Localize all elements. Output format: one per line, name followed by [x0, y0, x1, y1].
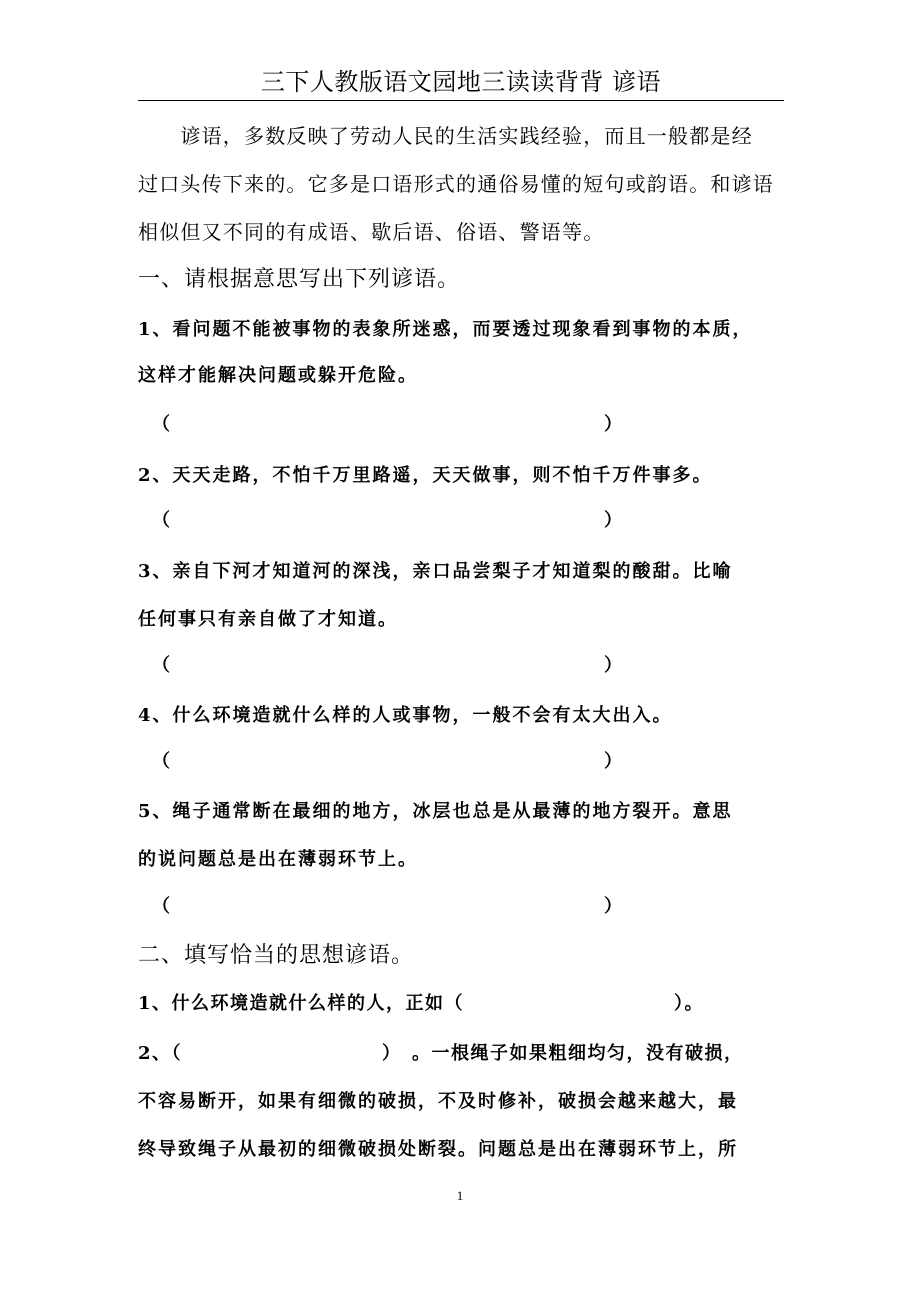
q1-prefix: 1、什么环境造就什么样的人，正如（ [138, 993, 465, 1014]
section2-heading: 二、填写恰当的思想谚语。 [138, 943, 415, 968]
left-paren: （ [152, 655, 170, 676]
right-paren: ） [604, 655, 622, 676]
left-paren: （ [152, 896, 170, 917]
question-1-line-1: 1、看问题不能被事物的表象所迷惑，而要透过现象看到事物的本质， [138, 319, 753, 340]
q2-prefix: 2、（ [138, 1043, 183, 1064]
q2-suffix: ） 。一根绳子如果粗细均匀，没有破损， [382, 1043, 744, 1064]
section2-question-1 [138, 986, 704, 1022]
question-2-line-1: 2、天天走路，不怕千万里路遥，天天做事，则不怕千万件事多。 [138, 465, 713, 486]
title-rule [138, 100, 784, 101]
question-3-line-2: 任何事只有亲自做了才知道。 [138, 609, 398, 630]
question-1-line-2: 这样才能解决问题或躲开危险。 [138, 365, 418, 386]
section2-question-2-line-2: 不容易断开，如果有细微的破损，不及时修补，破损会越来越大，最 [138, 1091, 738, 1112]
right-paren: ） [604, 510, 622, 531]
question-5-line-1: 5、绳子通常断在最细的地方，冰层也总是从最薄的地方裂开。意思 [138, 801, 733, 822]
left-paren: （ [152, 414, 170, 435]
intro-line-1: 谚语，多数反映了劳动人民的生活实践经验，而且一般都是经 [138, 124, 753, 148]
right-paren: ） [604, 414, 622, 435]
section2-question-2-line-3: 终导致绳子从最初的细微破损处断裂。问题总是出在薄弱环节上，所 [138, 1139, 738, 1160]
document-title: 三下人教版语文园地三读读背背 谚语 [260, 68, 662, 96]
question-4-line-1: 4、什么环境造就什么样的人或事物，一般不会有太大出入。 [138, 705, 673, 726]
intro-line-3: 相似但又不同的有成语、歇后语、俗语、警语等。 [138, 220, 605, 244]
question-5-line-2: 的说问题总是出在薄弱环节上。 [138, 849, 418, 870]
section1-heading: 一、请根据意思写出下列谚语。 [138, 267, 461, 292]
section2-question-2 [138, 1036, 744, 1072]
intro-line-2: 过口头传下来的。它多是口语形式的通俗易懂的短句或韵语。和谚语 [138, 172, 774, 196]
left-paren: （ [152, 751, 170, 772]
left-paren: （ [152, 510, 170, 531]
q1-suffix: ）。 [674, 993, 705, 1014]
right-paren: ） [604, 896, 622, 917]
right-paren: ） [604, 751, 622, 772]
question-3-line-1: 3、亲自下河才知道河的深浅，亲口品尝梨子才知道梨的酸甜。比喻 [138, 561, 733, 582]
page-number: 1 [456, 1188, 464, 1203]
